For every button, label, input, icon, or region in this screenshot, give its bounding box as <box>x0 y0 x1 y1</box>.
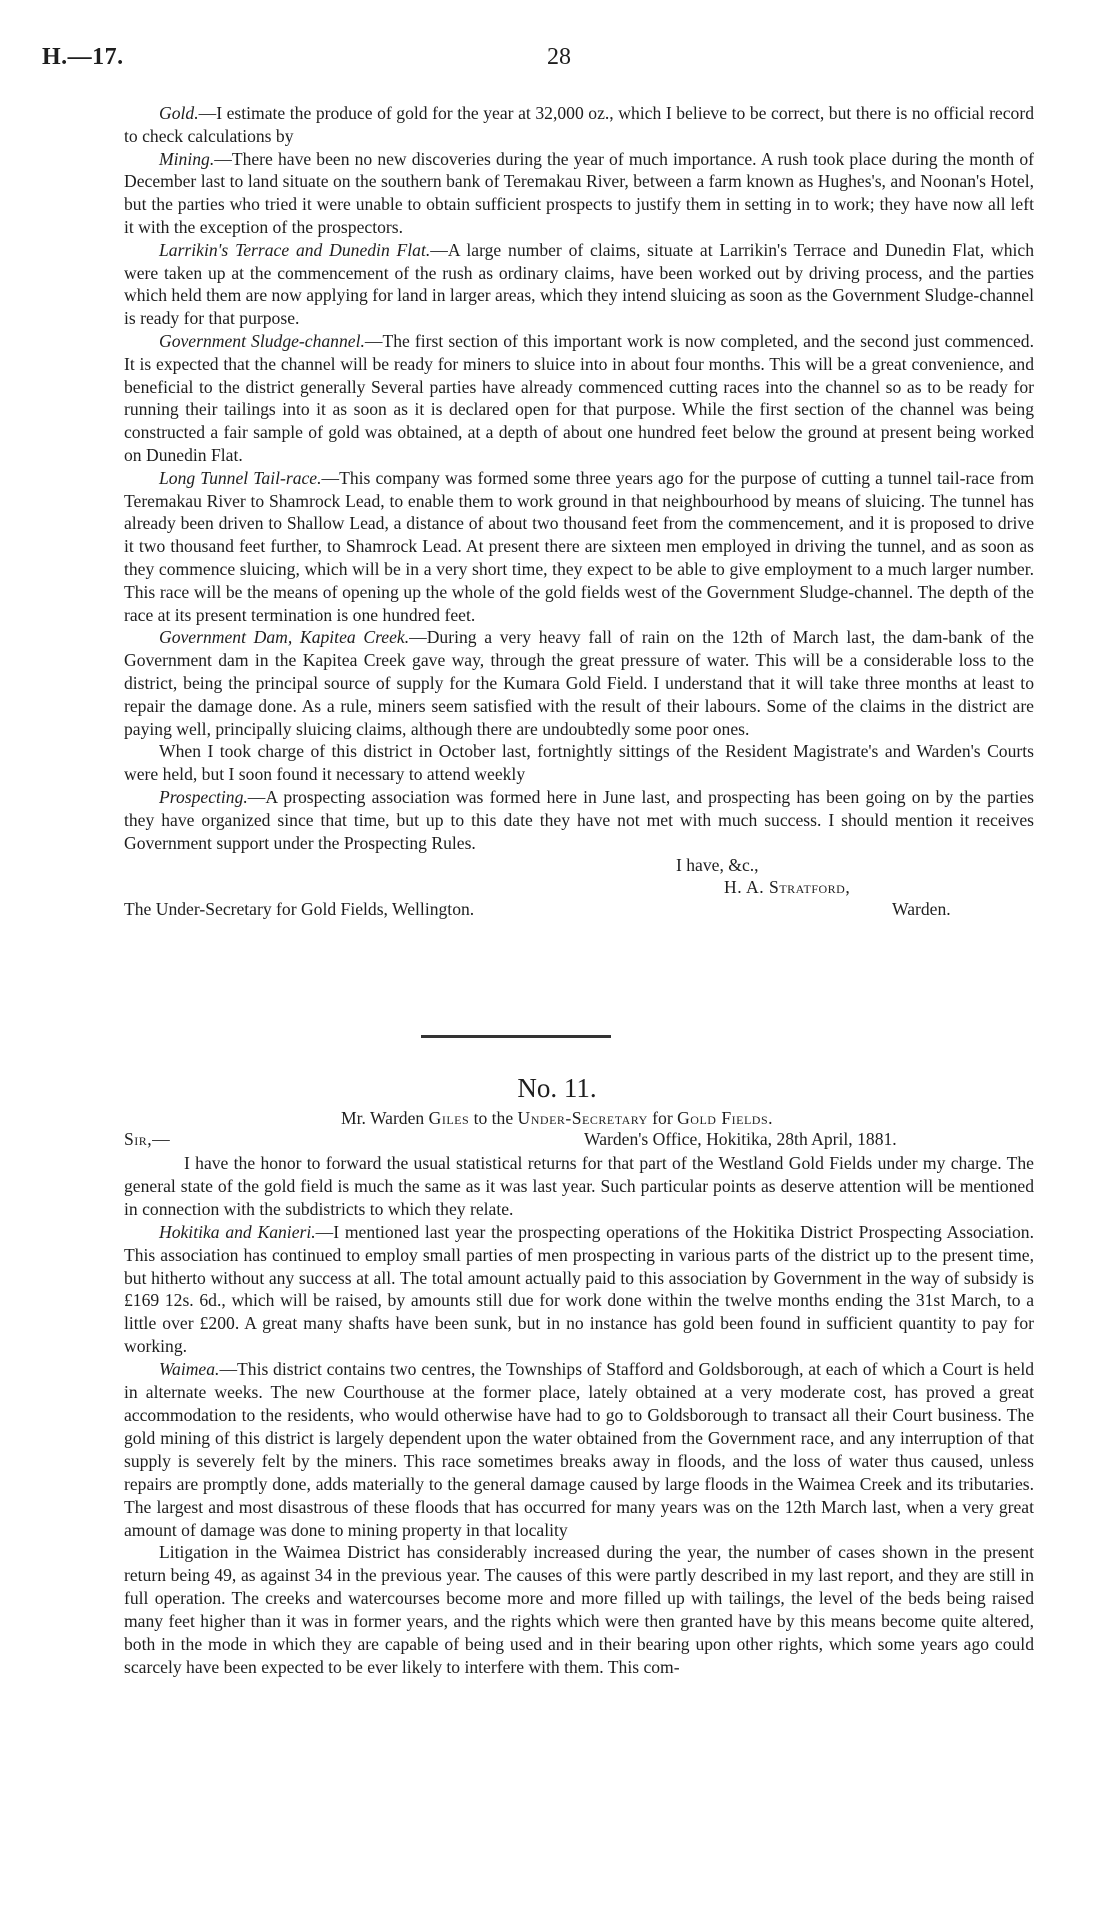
closing-line: I have, &c., <box>676 855 759 876</box>
text-courts: When I took charge of this district in October last, fortnightly sittings of the Resident Magistrate's and Warden's Courts were held, but I soon found it necessary to attend weekly <box>124 741 1034 785</box>
text-intro: I have the honor to forward the usual statistical returns for that part of the Westland Gold Fields under my charge. The general state of the gold field is much the same as it was last year. Such particular points as deserve attention will be mentioned in connection with the subdistricts to which they relate. <box>124 1153 1034 1219</box>
report-body-2 <box>124 1152 1034 1679</box>
paragraph-gold <box>124 102 1034 148</box>
office-date: Warden's Office, Hokitika, 28th April, 1881. <box>584 1129 897 1149</box>
text-sludge-channel: —The first section of this important work is now completed, and the second just commenced. It is expected that the channel will be ready for miners to sluice into in about four months. This will be a great convenience, and beneficial to the district generally Several parties have already commenced cutting races into the channel so as to be ready for running their tailings into it as soon as it is declared open for that purpose. While the first section of the channel was being constructed a fair sample of gold was obtained, at a depth of about one hundred feet below the ground at present being worked on Dunedin Flat. <box>124 330 1035 465</box>
text-government-dam: —During a very heavy fall of rain on the 12th of March last, the dam-bank of the Government dam in the Kapitea Creek gave way, through the great pressure of water. This will be a considerable loss to the district, being the principal source of supply for the Kumara Gold Field. I understand that it will take three months at least to repair the damage done. As a rule, miners seem satisfied with the result of their labours. Some of the claims in the district are paying well, principally sluicing claims, although there are undoubtedly some poor ones. <box>124 627 1034 739</box>
subheading-mid: to the <box>469 1108 518 1128</box>
heading-sludge-channel: Government Sludge-channel. <box>159 330 365 351</box>
heading-hokitika: Hokitika and Kanieri. <box>159 1221 316 1242</box>
subheading-for: for <box>647 1108 678 1128</box>
section-code: H.—17. <box>42 44 124 70</box>
signer-title: Warden. <box>892 899 951 920</box>
text-waimea: —This district contains two centres, the Townships of Stafford and Goldsborough, at each of which a Court is held in alternate weeks. The new Courthouse at the former place, lately obtained at a very moderate cost, has proved a great accommodation to the residents, who would otherwise have had to go to Goldsborough to transact all their Court business. The gold mining of this district is largely dependent upon the water obtained from the Government race, and any interruption of that supply is severely felt by the miners. This race sometimes breaks away in floods, and the loss of water thus caused, unless repairs are promptly done, adds materially to the general damage caused by large floods in the Waimea Creek and its tributaries. The largest and most disastrous of these floods that has occurred for many years was on the 12th March last, when a very great amount of damage was done to mining property in that locality <box>124 1359 1034 1540</box>
paragraph-courts <box>124 740 1034 786</box>
text-mining: —There have been no new discoveries during the year of much importance. A rush took place during the month of December last to land situate on the southern bank of Teremakau River, between a farm known as Hughes's, and Noonan's Hotel, but the parties who tried it were unable to obtain sufficient prospects to justify them in setting in to work; they have now all left it with the exception of the prospectors. <box>124 148 1034 237</box>
heading-long-tunnel: Long Tunnel Tail-race. <box>159 467 322 488</box>
report-subheading <box>0 1108 1114 1129</box>
text-larrikins: —A large number of claims, situate at Larrikin's Terrace and Dunedin Flat, which were taken up at the commencement of the rush as ordinary claims, have been worked out by driving process, and the parties which held them are now applying for land in larger areas, which they intend sluicing as soon as the Government Sludge-channel is ready for that purpose. <box>124 239 1034 329</box>
signer-name: H. A. Stratford, <box>724 877 851 898</box>
heading-government-dam: Government Dam, Kapitea Creek. <box>159 627 410 648</box>
subheading-pre: Mr. Warden <box>340 1108 429 1128</box>
paragraph-long-tunnel <box>124 467 1034 627</box>
addressee: The Under-Secretary for Gold Fields, Wellington. <box>124 899 475 920</box>
text-gold: —I estimate the produce of gold for the year at 32,000 oz., which I believe to be correct, but there is no official record to check calculations by <box>124 103 1034 146</box>
text-hokitika: —I mentioned last year the prospecting operations of the Hokitika District Prospecting Association. This association has continued to employ small parties of men prospecting in various parts of the district up to the present time, but hitherto without any success at all. The total amount actually paid to this association by Government in the way of subsidy is £169 12s. 6d., which will be raised, by amounts still due for work done within the twelve months ending the 31st March, to a little over £200. A great many shafts have been sunk, but in no instance has gold been found in sufficient quantity to pay for working. <box>124 1221 1034 1357</box>
paragraph-prospecting <box>124 786 1034 854</box>
heading-prospecting: Prospecting. <box>159 786 248 807</box>
subheading-name: Giles <box>428 1108 470 1128</box>
report-body-1 <box>124 102 1034 922</box>
heading-waimea: Waimea. <box>159 1359 220 1380</box>
paragraph-mining <box>124 148 1034 239</box>
subheading-dept: Gold Fields. <box>677 1108 774 1128</box>
paragraph-intro <box>124 1152 1034 1221</box>
text-litigation: Litigation in the Waimea District has considerably increased during the year, the number of cases shown in the present return being 49, as against 34 in the previous year. The causes of this were partly described in my last report, and they are still in full operation. The creeks and watercourses become more and more filled up with tailings, the level of the beds being raised many feet higher than it was in former years, and the rights which were then granted have by this means become quite altered, both in the mode in which they are capable of being used and in their bearing upon other rights, which some years ago could scarcely have been expected to be ever likely to interfere with them. This com- <box>124 1542 1034 1677</box>
section-divider <box>421 1035 611 1038</box>
text-long-tunnel: —This company was formed some three years ago for the purpose of cutting a tunnel tail-race from Teremakau River to Shamrock Lead, to enable them to work ground in that neighbourhood by means of sluicing. The tunnel has already been driven to Shallow Lead, a distance of about two thousand feet from the commencement, and it is proposed to drive it two thousand feet further, to Shamrock Lead. At present there are sixteen men employed in driving the tunnel, and as soon as they commence sluicing, which will be in a very short time, they expect to be able to give employment to a much larger number. This race will be the means of opening up the whole of the gold fields west of the Government Sludge-channel. The depth of the race at its present termination is one hundred feet. <box>124 467 1035 625</box>
paragraph-waimea <box>124 1358 1034 1541</box>
paragraph-government-dam <box>124 626 1034 740</box>
subheading-office: Under-Secretary <box>517 1108 648 1128</box>
heading-mining: Mining. <box>159 148 215 169</box>
paragraph-larrikins <box>124 239 1034 330</box>
heading-larrikins: Larrikin's Terrace and Dunedin Flat. <box>159 239 431 260</box>
paragraph-hokitika <box>124 1221 1034 1358</box>
salutation-row <box>124 1129 1034 1153</box>
page-number: 28 <box>547 44 571 70</box>
salutation: Sir,— <box>124 1129 171 1149</box>
paragraph-sludge-channel <box>124 330 1034 467</box>
report-number-title: No. 11. <box>517 1073 597 1103</box>
text-prospecting: —A prospecting association was formed here in June last, and prospecting has been going on by the parties they have organized since that time, but up to this date they have not met with much success. I should mention it receives Government support under the Prospecting Rules. <box>124 786 1034 853</box>
paragraph-litigation <box>124 1541 1034 1678</box>
heading-gold: Gold. <box>159 103 199 123</box>
signature-block <box>124 854 1034 922</box>
